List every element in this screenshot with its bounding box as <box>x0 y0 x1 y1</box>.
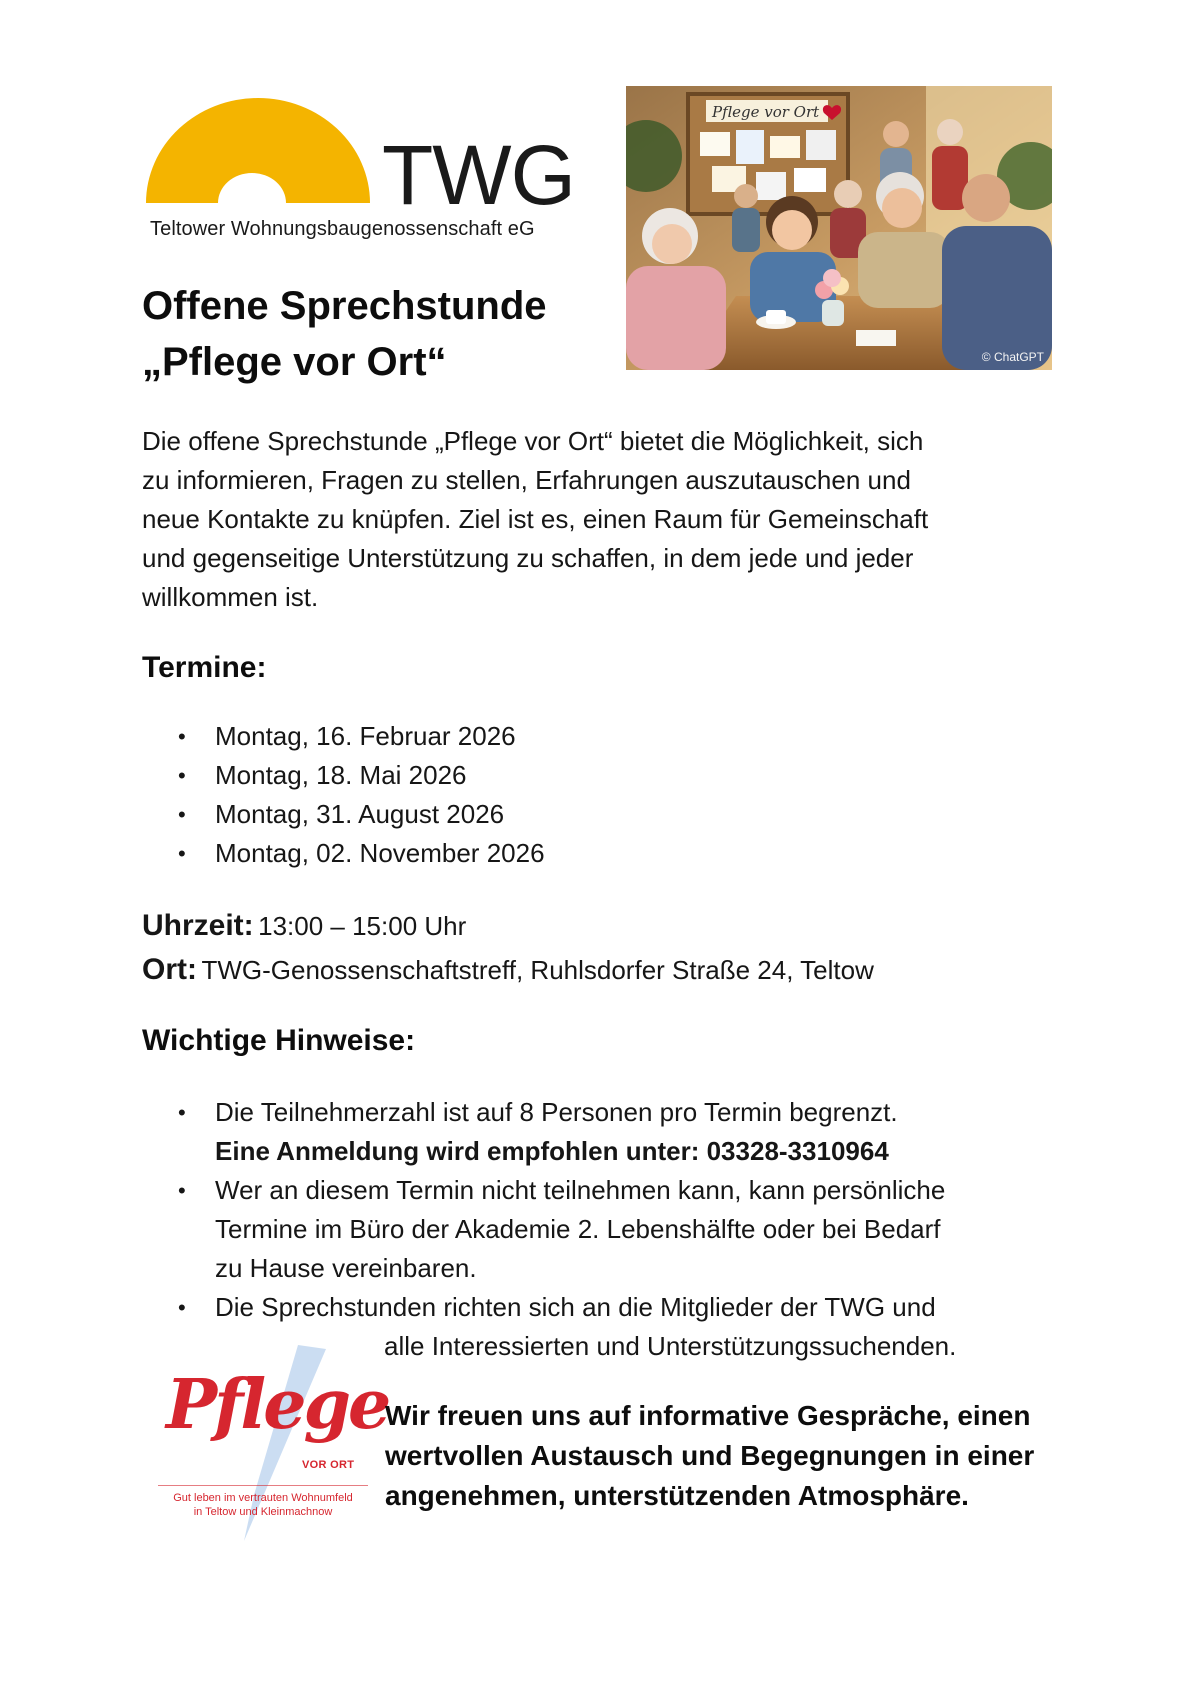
date-item <box>142 756 1072 795</box>
pflege-divider <box>158 1485 368 1486</box>
intro-line: willkommen ist. <box>142 582 319 612</box>
time-label: Uhrzeit: <box>142 909 254 942</box>
date-text: Montag, 16. Februar 2026 <box>215 721 516 751</box>
closing-text <box>385 1396 1085 1516</box>
date-text: Montag, 02. November 2026 <box>215 838 545 868</box>
pflege-wordmark: Pflege <box>166 1365 389 1445</box>
place-label: Ort: <box>142 953 197 986</box>
note-text: Die Sprechstunden richten sich an die Mitglieder der TWG und <box>215 1292 936 1322</box>
intro-line: Die offene Sprechstunde „Pflege vor Ort“ bietet die Möglichkeit, sich <box>142 426 924 456</box>
bullet-icon: • <box>178 841 186 866</box>
date-text: Montag, 31. August 2026 <box>215 799 505 829</box>
dates-list <box>142 717 1072 873</box>
note-text: alle Interessierten und Unterstützungssuchenden. <box>384 1331 957 1361</box>
intro-line: neue Kontakte zu knüpfen. Ziel ist es, einen Raum für Gemeinschaft <box>142 504 929 534</box>
bullet-icon: • <box>178 1100 186 1125</box>
page-title-line2: „Pflege vor Ort“ <box>142 340 447 384</box>
page-title-line1: Offene Sprechstunde <box>142 284 547 328</box>
bullet-icon: • <box>178 802 186 827</box>
intro-paragraph <box>142 422 1072 617</box>
registration-phone: Eine Anmeldung wird empfohlen unter: 03328-3310964 <box>215 1136 889 1166</box>
note-text: Wer an diesem Termin nicht teilnehmen kann, kann persönliche <box>215 1175 946 1205</box>
twg-logo-mark <box>146 82 586 212</box>
intro-line: zu informieren, Fragen zu stellen, Erfahrungen auszutauschen und <box>142 465 911 495</box>
pflege-vor-ort-logo <box>150 1345 389 1545</box>
twg-wordmark: TWG <box>382 128 575 212</box>
closing-line: Wir freuen uns auf informative Gespräche, einen <box>385 1400 1031 1431</box>
hero-photo <box>626 86 1052 370</box>
place-value: TWG-Genossenschaftstreff, Ruhlsdorfer Straße 24, Teltow <box>201 955 874 985</box>
notes-list <box>142 1093 1072 1366</box>
note-text: Die Teilnehmerzahl ist auf 8 Personen pro Termin begrenzt. <box>215 1097 898 1127</box>
bullet-icon: • <box>178 1178 186 1203</box>
date-item <box>142 717 1072 756</box>
place-line <box>142 949 874 996</box>
group-meeting-photo <box>626 86 1052 370</box>
note-text: zu Hause vereinbaren. <box>215 1253 477 1283</box>
date-text: Montag, 18. Mai 2026 <box>215 760 467 790</box>
pflege-subtitle: VOR ORT <box>302 1459 355 1471</box>
twg-logo <box>146 82 586 242</box>
hinweise-heading: Wichtige Hinweise: <box>142 1024 416 1057</box>
date-item <box>142 834 1072 873</box>
bullet-icon: • <box>178 1295 186 1320</box>
note-text: Termine im Büro der Akademie 2. Lebenshälfte oder bei Bedarf <box>215 1214 941 1244</box>
pinboard-title: Pflege vor Ort <box>712 103 820 121</box>
time-line <box>142 905 466 952</box>
bullet-icon: • <box>178 724 186 749</box>
time-value: 13:00 – 15:00 Uhr <box>258 911 467 941</box>
pflege-tagline-1: Gut leben im vertrauten Wohnumfeld <box>173 1492 353 1504</box>
note-item <box>142 1171 1072 1288</box>
page-title <box>142 278 612 390</box>
termine-heading: Termine: <box>142 651 267 684</box>
photo-credit: © ChatGPT <box>981 350 1044 364</box>
note-item <box>142 1093 1072 1171</box>
pflege-tagline-2: in Teltow und Kleinmachnow <box>193 1506 333 1518</box>
bullet-icon: • <box>178 763 186 788</box>
intro-line: und gegenseitige Unterstützung zu schaffen, in dem jede und jeder <box>142 543 914 573</box>
date-item <box>142 795 1072 834</box>
logo-tagline: Teltower Wohnungsbaugenossenschaft eG <box>150 218 535 240</box>
closing-line: wertvollen Austausch und Begegnungen in einer <box>385 1440 1035 1471</box>
closing-line: angenehmen, unterstützenden Atmosphäre. <box>385 1480 969 1511</box>
